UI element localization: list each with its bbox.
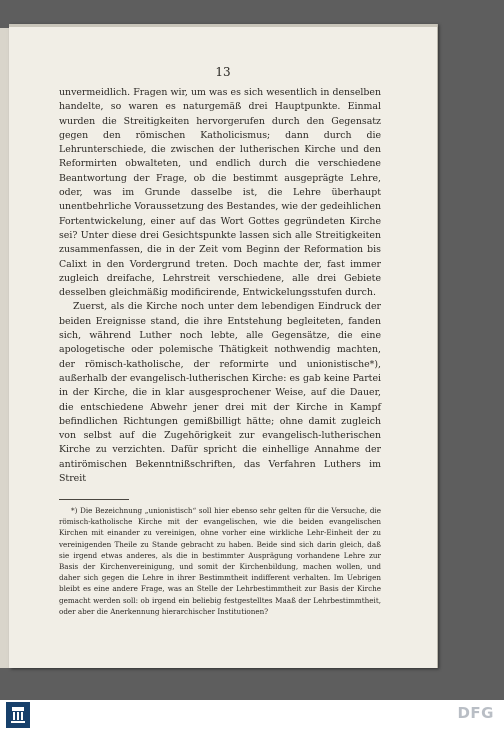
main-text xyxy=(59,86,381,486)
page-number: 13 xyxy=(215,65,231,79)
footnote: *) Die Bezeichnung „unionistisch“ soll hier ebenso sehr gelten für die Versuche, die römisch-katholische Kirche mit der evangelischen, wie die beiden evangelischen Kirchen mit einander zu vereinigen, ohne vorher eine wirkliche Lehr-Einheit der zu vereinigenden Theile zu Stande gebracht zu haben. Beide sind sich darin gleich, daß sie irgend etwas anderes, als die in bestimmter Ausprägung vorhandene Lehre zur Basis der Kirchenvereinigung, und somit der Kirchenbildung, machen wollen, und daher sich gegen die Lehre in ihrer Bestimmtheit indifferent verhalten. Im Uebrigen bleibt es eine andere Frage, was an Stelle der Lehrbestimmtheit zur Basis der Kirche gemacht werden soll: ob irgend ein beliebig festgestelltes Maaß der Lehrbestimmtheit, oder aber die Anerkennung hierarchischer Institutionen? xyxy=(59,506,381,616)
viewer-footer xyxy=(0,700,504,730)
book-page xyxy=(9,24,437,668)
paragraph-1: unvermeidlich. Fragen wir, um was es sich wesentlich in denselben handelte, so waren es naturgemäß drei Hauptpunkte. Einmal wurden die Streitigkeiten hervorgerufen durch den Gegensatz gegen den römischen Katholicismus; dann durch die Lehrunterschiede, die zwischen der lutherischen Kirche und den Reformirten obwalteten, und endlich durch die verschiedene Beantwortung der Frage, ob die bestimmt ausgeprägte Lehre, oder, was im Grunde dasselbe ist, die Lehre überhaupt unentbehrliche Voraussetzung des Bestandes, wie der gedeihlichen Fortentwickelung, einer auf das Wort Gottes gegründeten Kirche sei? Unter diese drei Gesichtspunkte lassen sich alle Streitigkeiten zusammenfassen, die in der Zeit vom Beginn der Reformation bis Calixt in den Vordergrund treten. Doch machte der, fast immer zugleich dreifache, Lehrstreit verschiedene, alle drei Gebiete desselben gleichmäßig modificirende, Entwickelungsstufen durch. xyxy=(59,87,381,299)
library-seal-icon xyxy=(6,702,30,728)
footnote-rule xyxy=(59,499,129,500)
dfg-logo: DFG xyxy=(457,704,494,722)
page-top-edge xyxy=(9,24,437,27)
paragraph-2: Zuerst, als die Kirche noch unter dem lebendigen Eindruck der beiden Ereignisse stand, die ihre Entstehung begleiteten, fanden sich, während Luther noch lebte, alle Gegensätze, die eine apologetische oder polemische Thätigkeit nothwendig machten, der römisch-katholische, der reformirte und unionistische*), außerhalb der evangelisch-lutherischen Kirche: es gab keine Partei in der Kirche, die in klar ausgesprochener Weise, auf die Dauer, die entschiedene Abwehr jener drei mit der Kirche in Kampf befindlichen Richtungen gemißbilligt hätte; ohne damit zugleich von selbst auf die Zugehörigkeit zur evangelisch-lutherischen Kirche zu verzichten. Dafür spricht die einhellige Annahme der antirömischen Bekenntnißschriften, das Verfahren Luthers im Streit xyxy=(59,301,381,485)
